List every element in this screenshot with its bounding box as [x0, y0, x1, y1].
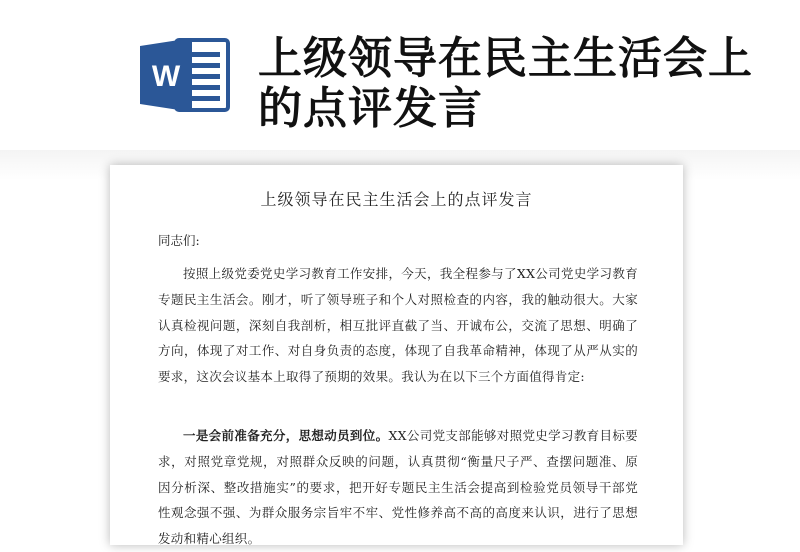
banner: [0, 0, 800, 150]
microsoft-word-icon: [140, 34, 232, 116]
paragraph-2-body: XX公司党支部能够对照党史学习教育目标要求，对照党章党规，对照群众反映的问题，认真贯彻“衡量尺子严、查摆问题准、原因分析深、整改措施实”的要求，把开好专题民主生活会提高到检验党员领导干部党性观念强不强、为群众服务宗旨牢不牢、党性修养高不高的高度来认识，进行了思想发动和精心组织。: [158, 428, 638, 547]
paragraph-2-lead: 一是会前准备充分，思想动员到位。: [183, 428, 389, 443]
paragraph-1: 按照上级党委党史学习教育工作安排，今天，我全程参与了XX公司党史学习教育专题民主生活会。刚才，听了领导班子和个人对照检查的内容，我的触动很大。大家认真检视问题，深刻自我剖析，相互批评直截了当、开诚布公，交流了思想、明确了方向，体现了对工作、对自身负责的态度，体现了自我革命精神，体现了从严从实的要求，这次会议基本上取得了预期的效果。我认为在以下三个方面值得肯定:: [158, 266, 638, 385]
paragraph-2: [158, 423, 638, 552]
document-page: [110, 165, 683, 545]
word-icon-letter: W: [151, 60, 181, 93]
salutation: 同志们:: [158, 233, 200, 248]
document-title: 上级领导在民主生活会上的点评发言: [260, 190, 533, 209]
banner-title: 上级领导在民主生活会上的点评发言: [258, 33, 753, 134]
